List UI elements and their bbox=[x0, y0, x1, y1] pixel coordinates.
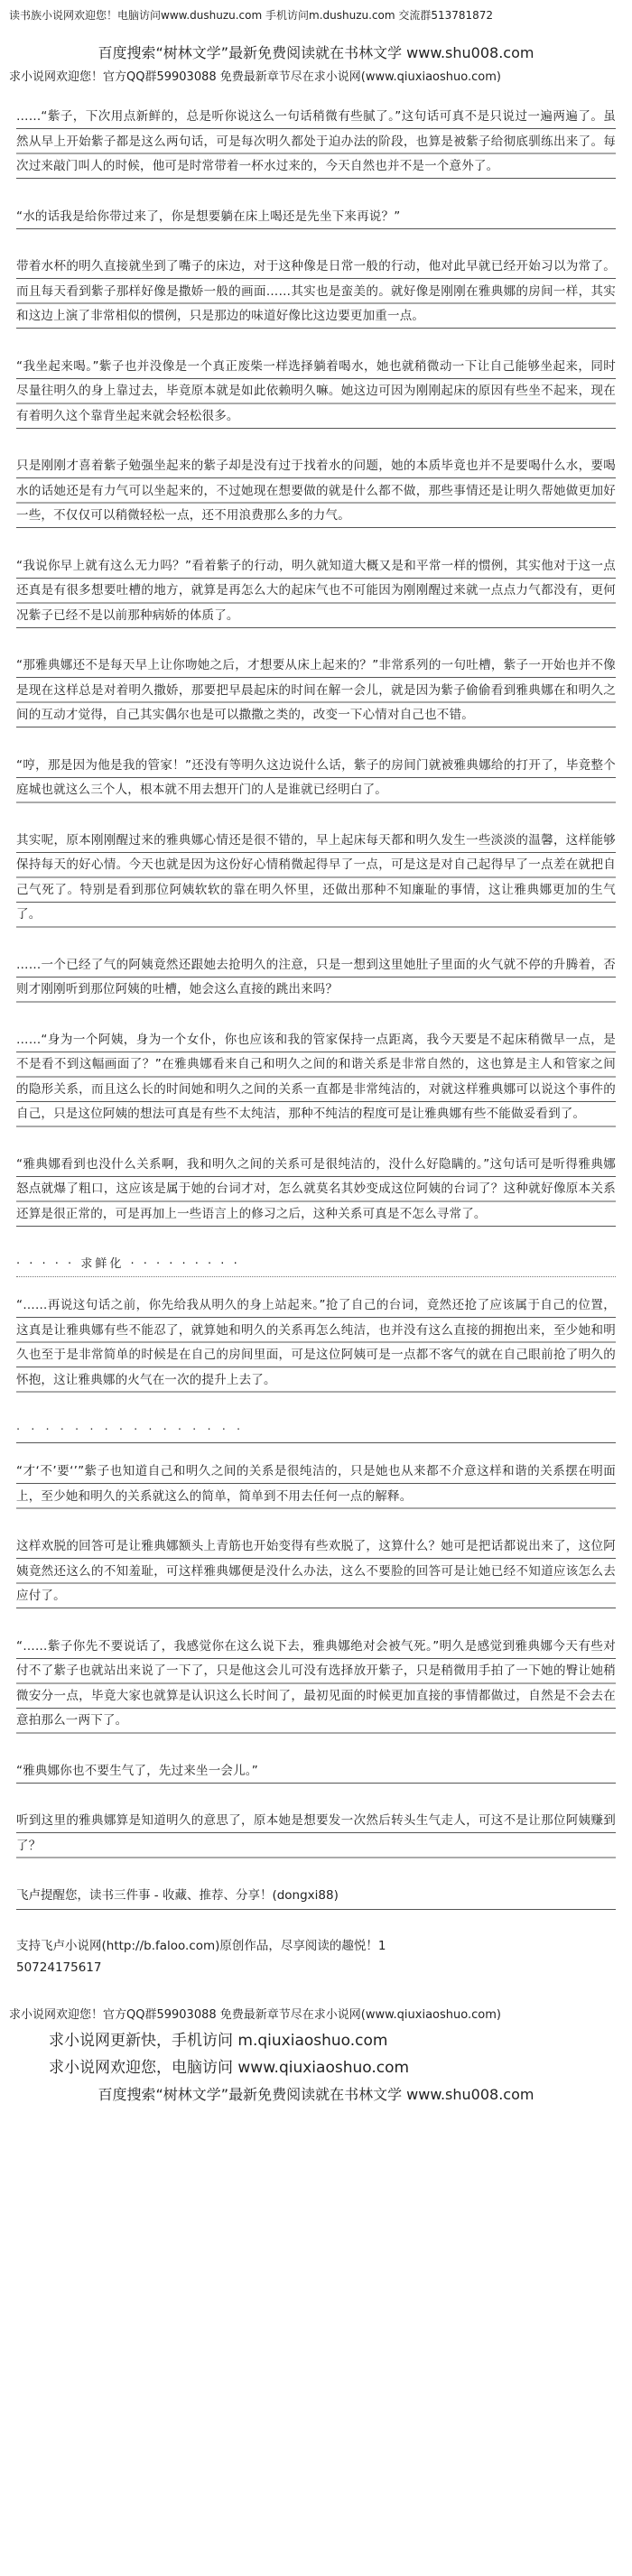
chapter-paragraph: 只是刚刚才喜着紫子勉强坐起来的紫子却是没有过于找着水的问题，她的本质毕竟也并不是要喝什么水，要喝水的话她还是有力气可以坐起来的，不过她现在想要做的就是什么都不做，那些事情还是让明久帮她做更加好一些，不仅仅可以稍微轻松一点，还不用浪费那么多的力气。 bbox=[16, 454, 616, 529]
search-promo: 百度搜索“树林文学”最新免费阅读就在书林文学 www.shu008.com bbox=[98, 2085, 534, 2103]
chapter-paragraph: “雅典娜你也不要生气了，先过来坐一会儿。” bbox=[16, 1759, 616, 1784]
chapter-paragraph: 听到这里的雅典娜算是知道明久的意思了，原本她是想要发一次然后转头生气走人，可这不是让那位阿姨赚到了？ bbox=[16, 1809, 616, 1858]
chapter-paragraph: “才‘不’要‘’”紫子也知道自己和明久之间的关系是很纯洁的，只是她也从来都不介意这样和谐的关系摆在明面上，至少她和明久的关系就这么的简单，简单到不用去任何一点的解释。 bbox=[16, 1459, 616, 1509]
chapter-paragraph: ……“紫子，下次用点新鲜的，总是听你说这么一句话稍微有些腻了。”这句话可真不是只说过一遍两遍了。虽然从早上开始紫子都是这么两句话，可是每次明久都处于迫办法的阶段，也算是被紫子给彻底驯练出来了。每次过来敲门叫人的时候，他可是时常带着一杯水过来的，今天自然也并不是一个意外了。 bbox=[16, 105, 616, 180]
chapter-paragraph: ……“身为一个阿姨，身为一个女仆，你也应该和我的管家保持一点距离，我今天要是不起床稍微早一点，是不是看不到这幅画面了？”在雅典娜看来自己和明久之间的和谐关系是非常自然的，这也算是主人和管家之间的隐形关系，而且这么长的时间她和明久之间的关系一直都是非常纯洁的，对就这样雅典娜可以说这个事件的自己，只是这位阿姨的想法可真是有些不太纯洁，那种不纯洁的程度可是让雅典娜有些不能做妥看到了。 bbox=[16, 1028, 616, 1127]
support-line: 支持飞卢小说网(http://b.faloo.com)原创作品，尽享阅读的趣悦！1 bbox=[16, 1938, 386, 1953]
author-note: 飞卢提醒您，读书三件事 - 收藏、推荐、分享！(dongxi88) bbox=[16, 1884, 616, 1910]
chapter-paragraph: “……紫子你先不要说话了，我感觉你在这么说下去，雅典娜绝对会被气死。”明久是感觉到雅典娜今天有些对付不了紫子也就站出来说了一下了，只是他这会儿可没有选择放开紫子，只是稍微用手拍了一下她的臀让她稍微安分一点，毕竟大家也就算是认识这么长时间了，最初见面的时候更加直接的事情都做过，自然是不会去在意拍那么一两下了。 bbox=[16, 1635, 616, 1734]
section-separator: · · · · · · · · · · · · · · · · bbox=[16, 1418, 616, 1443]
chapter-paragraph: 带着水杯的明久直接就坐到了嘴子的床边，对于这种像是日常一般的行动，他对此早就已经开始习以为常了。而且每天看到紫子那样好像是撒娇一般的画面……其实也是蛮美的。就好像是刚刚在雅典娜的房间一样，其实和这边上演了非常相似的惯例，只是那边的味道好像比这边要更加重一点。 bbox=[16, 255, 616, 329]
chapter-paragraph: ……一个已经了气的阿姨竟然还跟她去抢明久的注意，只是一想到这里她肚子里面的火气就不停的升腾着，否则才刚刚听到那位阿姨的吐槽，她会这么直接的跳出来吗？ bbox=[16, 953, 616, 1003]
search-promo: 百度搜索“树林文学”最新免费阅读就在书林文学 www.shu008.com bbox=[98, 44, 534, 61]
ad-banner: 求小说网欢迎您！官方QQ群59903088 免费最新章节尽在求小说网(www.qiuxiaoshuo.com) bbox=[9, 2007, 501, 2022]
support-note bbox=[16, 1935, 616, 1978]
chapter-paragraph: “水的话我是给你带过来了，你是想要躺在床上喝还是先坐下来再说？” bbox=[16, 205, 616, 230]
site-notice: 读书族小说网欢迎您！电脑访问www.dushuzu.com 手机访问m.dushuzu.com 交流群513781872 bbox=[9, 9, 494, 22]
chapter-paragraph: “……再说这句话之前，你先给我从明久的身上站起来。”抢了自己的台词，竟然还抢了应该属于自己的位置，这真是让雅典娜有些不能忍了，就算她和明久的关系再怎么纯洁，也并没有这么直接的拥抱出来，至少她和明久也至于是非常简单的时候是在自己的房间里面，可是这位阿姨可是一点都不客气的就在自己眼前抢了明久的怀抱，这让雅典娜的火气在一次的提升上去了。 bbox=[16, 1293, 616, 1393]
support-line: 50724175617 bbox=[16, 1960, 102, 1975]
section-separator: · · · · · 求鲜化 · · · · · · · · · bbox=[16, 1252, 616, 1277]
chapter-paragraph: “雅典娜看到也没什么关系啊，我和明久之间的关系可是很纯洁的，没什么好隐瞒的。”这句话可是听得雅典娜怒点就爆了粗口，这应该是属于她的台词才对，怎么就莫名其妙变成这位阿姨的台词了？这种就好像原本关系还算是很正常的，可是再加上一些语言上的修习之后，这种关系可真是不怎么寻常了。 bbox=[16, 1153, 616, 1228]
chapter-paragraph: “我坐起来喝。”紫子也并没像是一个真正废柴一样选择躺着喝水，她也就稍微动一下让自己能够坐起来，同时尽量往明久的身上靠过去，毕竟原本就是如此依赖明久嘛。她这边可因为刚刚起床的原因有些坐不起来，现在有着明久这个靠背坐起来就会轻松很多。 bbox=[16, 355, 616, 430]
chapter-paragraph: “我说你早上就有这么无力吗？”看着紫子的行动，明久就知道大概又是和平常一样的惯例，其实他对于这一点还真是有很多想要吐槽的地方，就算是再怎么大的起床气也不可能因为刚刚醒过来就一点点力气都没有，更何况紫子已经不是以前那种病娇的体质了。 bbox=[16, 554, 616, 629]
chapter-paragraph: “哼，那是因为他是我的管家！”还没有等明久这边说什么话，紫子的房间门就被雅典娜给的打开了，毕竟整个庭城也就这么三个人，根本就不用去想开门的人是谁就已经明白了。 bbox=[16, 754, 616, 803]
mobile-link[interactable]: 求小说网更新快，手机访问 m.qiuxiaoshuo.com bbox=[49, 2031, 388, 2050]
chapter-paragraph: 其实呢，原本刚刚醒过来的雅典娜心情还是很不错的，早上起床每天都和明久发生一些淡淡的温馨，这样能够保持每天的好心情。今天也就是因为这份好心情稍微起得早了一点，可是这是对自己起得早了一点差在就把自己气死了。特别是看到那位阿姨软软的靠在明久怀里，还做出那种不知廉耻的事情，这让雅典娜更加的生气了。 bbox=[16, 829, 616, 928]
chapter-paragraph: “那雅典娜还不是每天早上让你吻她之后，才想要从床上起来的？”非常系列的一句吐槽，紫子一开始也并不像是现在这样总是对着明久撒娇，那要把早晨起床的时间在解一会儿，就是因为紫子偷偷看到雅典娜在和明久之间的互动才觉得，自己其实偶尔也是可以撒撒之类的，改变一下心情对自己也不错。 bbox=[16, 653, 616, 728]
pc-link[interactable]: 求小说网欢迎您，电脑访问 www.qiuxiaoshuo.com bbox=[49, 2058, 410, 2077]
ad-banner: 求小说网欢迎您！官方QQ群59903088 免费最新章节尽在求小说网(www.qiuxiaoshuo.com) bbox=[9, 70, 501, 84]
chapter-paragraph: 这样欢脱的回答可是让雅典娜额头上青筋也开始变得有些欢脱了，这算什么？她可是把话都说出来了，这位阿姨竟然还这么的不知羞耻，可这样雅典娜便是没什么办法，这么不要脸的回答可是让她已经不知道应该怎么去应付了。 bbox=[16, 1534, 616, 1609]
